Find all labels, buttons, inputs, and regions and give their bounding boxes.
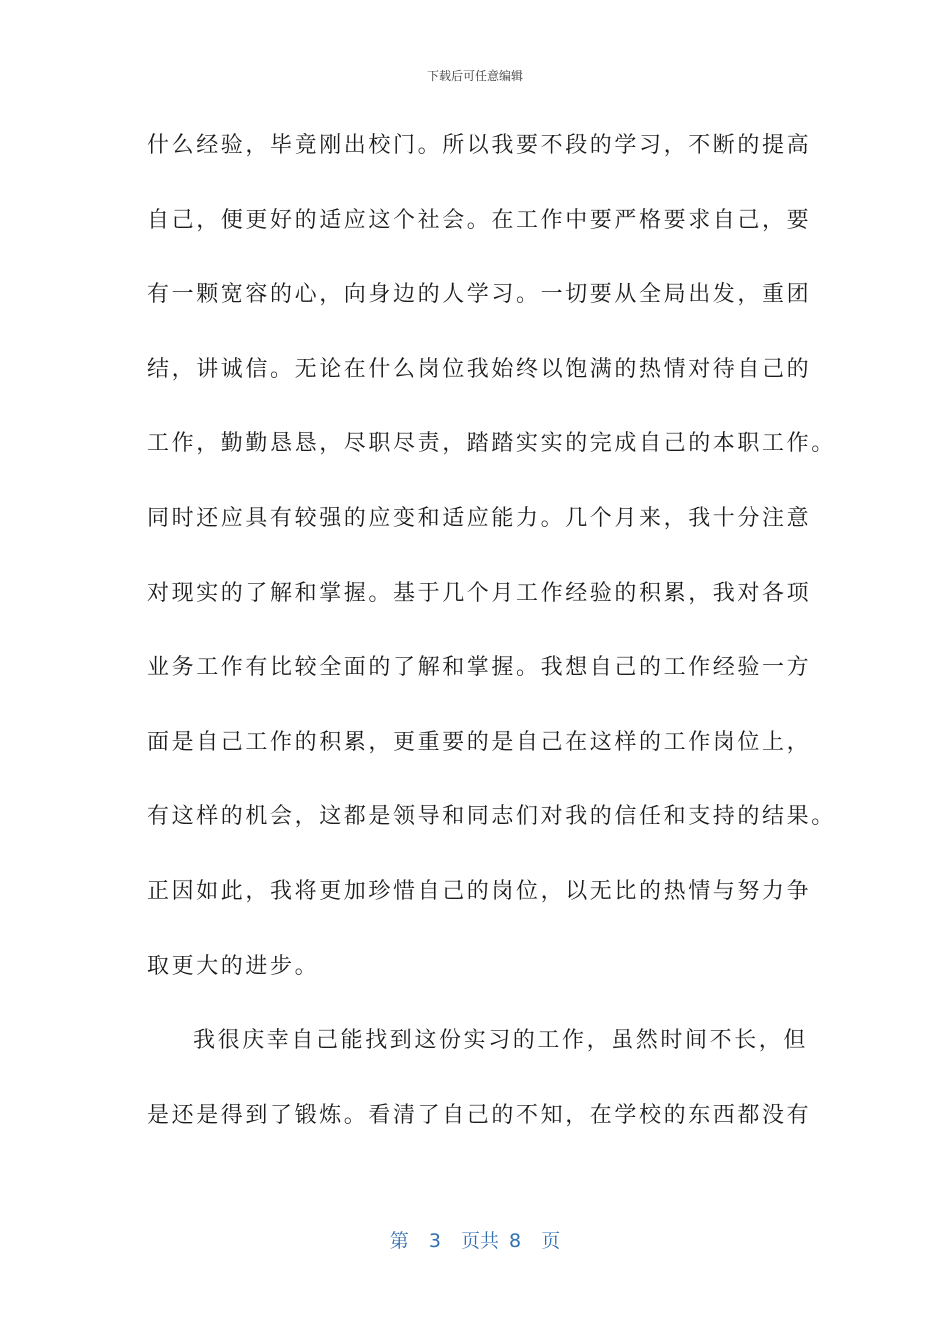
- page-footer: [0, 1226, 950, 1253]
- page-header: 下载后可任意编辑: [426, 69, 523, 83]
- text-line: 工作，勤勤恳恳，尽职尽责，踏踏实实的完成自己的本职工作。: [147, 431, 836, 457]
- text-line: 什么经验，毕竟刚出校门。所以我要不段的学习，不断的提高: [147, 133, 812, 158]
- text-line: 同时还应具有较强的应变和适应能力。几个月来，我十分注意: [147, 505, 812, 531]
- text-line: 结，讲诚信。无论在什么岗位我始终以饱满的热情对待自己的: [147, 356, 812, 382]
- text-line: 业务工作有比较全面的了解和掌握。我想自己的工作经验一方: [147, 655, 812, 681]
- text-line-paragraph-start: 我很庆幸自己能找到这份实习的工作，虽然时间不长，但: [193, 1028, 809, 1054]
- page-number-label: 第 3 页共 8 页: [389, 1230, 561, 1252]
- text-line: 正因如此，我将更加珍惜自己的岗位，以无比的热情与努力争: [147, 878, 812, 904]
- text-line: 有一颗宽容的心，向身边的人学习。一切要从全局出发，重团: [147, 282, 812, 308]
- text-line: 面是自己工作的积累，更重要的是自己在这样的工作岗位上，: [147, 729, 812, 755]
- document-body: [147, 124, 836, 1168]
- text-line: 取更大的进步。: [147, 953, 320, 979]
- text-line: 有这样的机会，这都是领导和同志们对我的信任和支持的结果。: [147, 804, 836, 830]
- text-line: 对现实的了解和掌握。基于几个月工作经验的积累，我对各项: [147, 580, 812, 606]
- text-line: 是还是得到了锻炼。看清了自己的不知，在学校的东西都没有: [147, 1102, 812, 1128]
- text-line: 自己，便更好的适应这个社会。在工作中要严格要求自己，要: [147, 207, 812, 233]
